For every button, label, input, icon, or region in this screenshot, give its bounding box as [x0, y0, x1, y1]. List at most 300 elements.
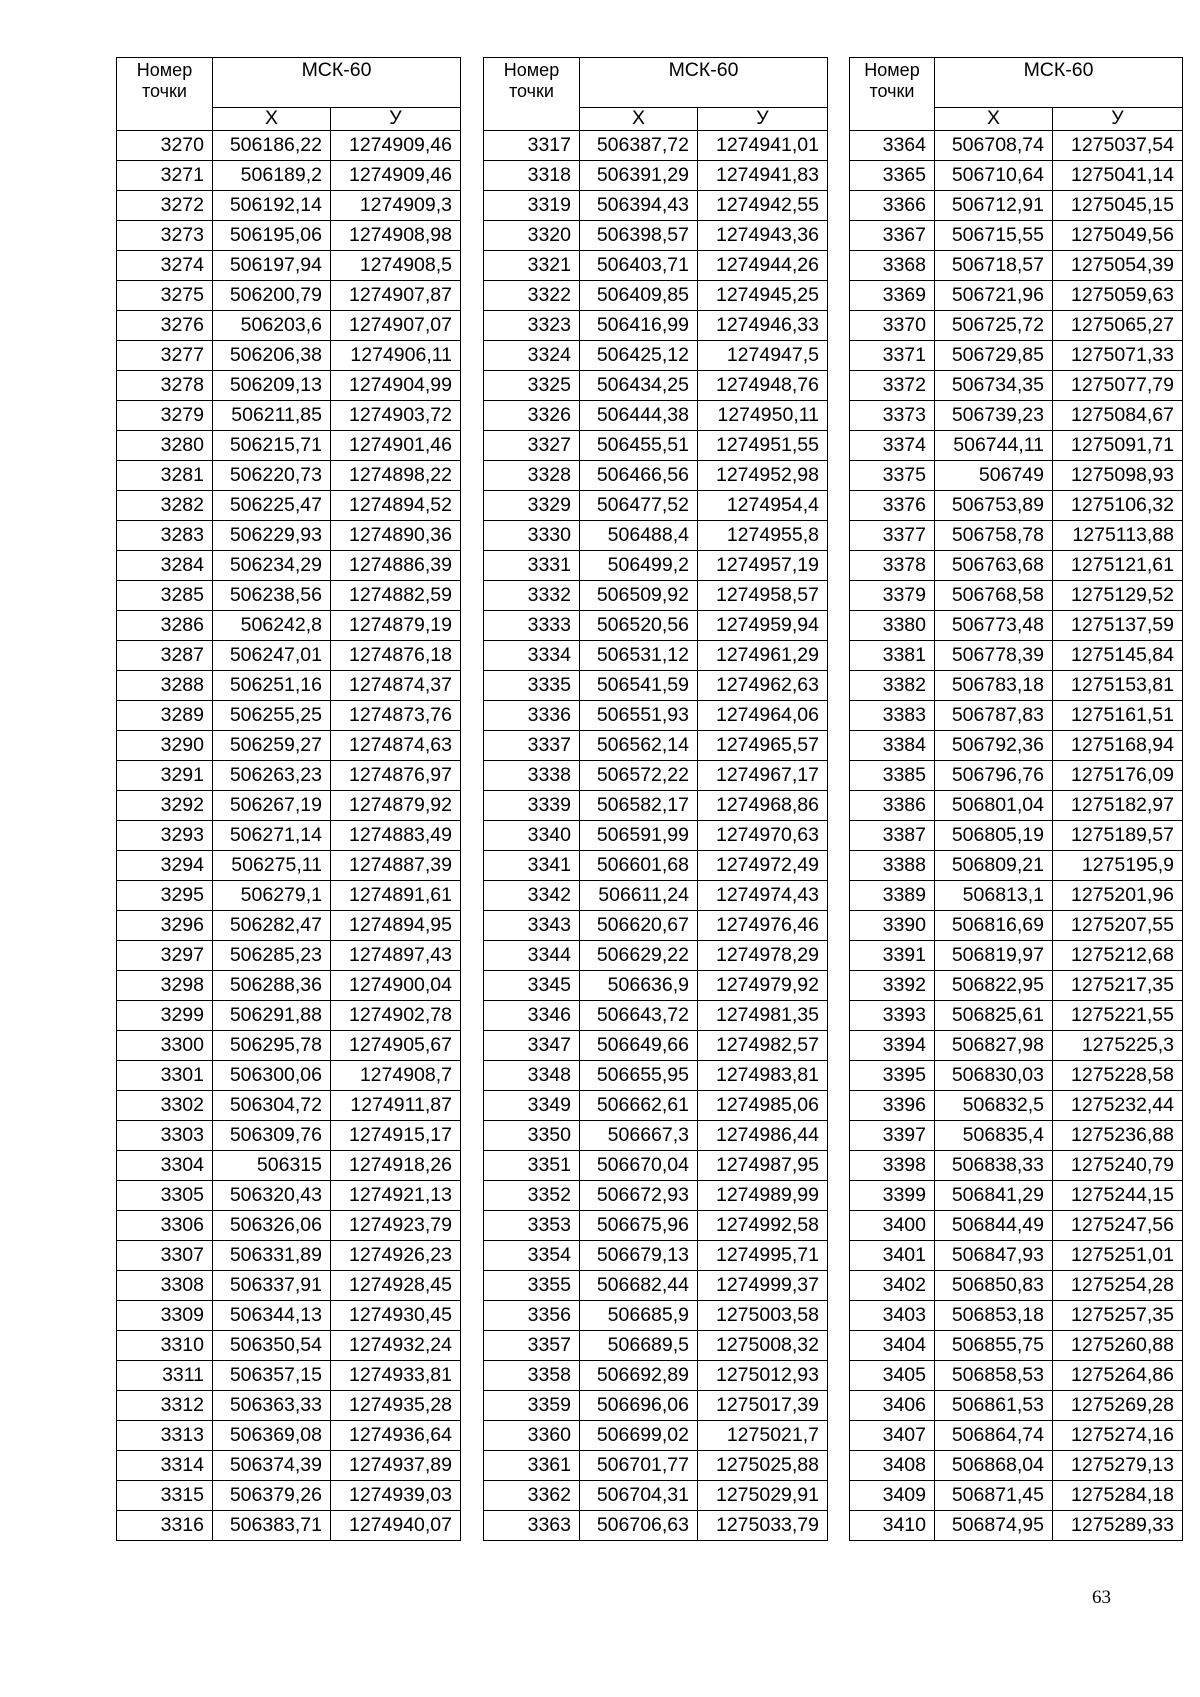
x-coordinate-cell: 506192,14 — [213, 191, 331, 221]
x-coordinate-cell: 506320,43 — [213, 1181, 331, 1211]
x-coordinate-cell: 506285,23 — [213, 941, 331, 971]
x-coordinate-cell: 506229,93 — [213, 521, 331, 551]
x-coordinate-cell: 506350,54 — [213, 1331, 331, 1361]
point-number-cell: 3326 — [484, 401, 580, 431]
table-row — [850, 1301, 1183, 1331]
x-coordinate-cell: 506225,47 — [213, 491, 331, 521]
x-column-header: X — [213, 108, 331, 131]
y-coordinate-cell: 1275071,33 — [1053, 341, 1183, 371]
y-coordinate-cell: 1274940,07 — [331, 1511, 461, 1541]
point-number-cell: 3302 — [117, 1091, 213, 1121]
point-number-cell: 3332 — [484, 581, 580, 611]
coordinate-system-header: МСК-60 — [935, 58, 1183, 108]
y-coordinate-cell: 1275264,86 — [1053, 1361, 1183, 1391]
table-row — [850, 851, 1183, 881]
point-number-cell: 3352 — [484, 1181, 580, 1211]
y-coordinate-cell: 1275033,79 — [698, 1511, 828, 1541]
table-row — [117, 671, 461, 701]
table-row — [850, 221, 1183, 251]
point-number-cell: 3408 — [850, 1451, 935, 1481]
table-row — [850, 1181, 1183, 1211]
x-coordinate-cell: 506315 — [213, 1151, 331, 1181]
y-coordinate-cell: 1274935,28 — [331, 1391, 461, 1421]
table-row — [484, 461, 828, 491]
y-coordinate-cell: 1275045,15 — [1053, 191, 1183, 221]
table-row — [117, 1121, 461, 1151]
point-number-cell: 3405 — [850, 1361, 935, 1391]
y-coordinate-cell: 1275008,32 — [698, 1331, 828, 1361]
x-coordinate-cell: 506861,53 — [935, 1391, 1053, 1421]
table-row — [484, 611, 828, 641]
y-coordinate-cell: 1275003,58 — [698, 1301, 828, 1331]
y-coordinate-cell: 1275251,01 — [1053, 1241, 1183, 1271]
y-coordinate-cell: 1275212,68 — [1053, 941, 1183, 971]
y-coordinate-cell: 1274928,45 — [331, 1271, 461, 1301]
point-number-cell: 3391 — [850, 941, 935, 971]
y-coordinate-cell: 1275269,28 — [1053, 1391, 1183, 1421]
x-coordinate-cell: 506792,36 — [935, 731, 1053, 761]
point-number-cell: 3293 — [117, 821, 213, 851]
x-coordinate-cell: 506675,96 — [580, 1211, 698, 1241]
table-row — [484, 941, 828, 971]
x-coordinate-cell: 506871,45 — [935, 1481, 1053, 1511]
point-number-cell: 3343 — [484, 911, 580, 941]
x-coordinate-cell: 506629,22 — [580, 941, 698, 971]
y-coordinate-cell: 1274950,11 — [698, 401, 828, 431]
y-coordinate-cell: 1274985,06 — [698, 1091, 828, 1121]
point-number-cell: 3306 — [117, 1211, 213, 1241]
table-row — [850, 311, 1183, 341]
point-number-cell: 3354 — [484, 1241, 580, 1271]
y-coordinate-cell: 1275113,88 — [1053, 521, 1183, 551]
point-number-cell: 3312 — [117, 1391, 213, 1421]
y-coordinate-cell: 1274944,26 — [698, 251, 828, 281]
table-row — [117, 911, 461, 941]
table-row — [117, 1391, 461, 1421]
coordinates-table-2 — [483, 57, 828, 1541]
point-number-cell: 3277 — [117, 341, 213, 371]
table-row — [117, 971, 461, 1001]
x-coordinate-cell: 506591,99 — [580, 821, 698, 851]
point-number-cell: 3341 — [484, 851, 580, 881]
y-coordinate-cell: 1274918,26 — [331, 1151, 461, 1181]
table-row — [117, 821, 461, 851]
table-row — [117, 371, 461, 401]
y-coordinate-cell: 1274894,52 — [331, 491, 461, 521]
x-coordinate-cell: 506758,78 — [935, 521, 1053, 551]
point-number-cell: 3401 — [850, 1241, 935, 1271]
x-coordinate-cell: 506692,89 — [580, 1361, 698, 1391]
y-coordinate-cell: 1274921,13 — [331, 1181, 461, 1211]
x-coordinate-cell: 506773,48 — [935, 611, 1053, 641]
y-coordinate-cell: 1274989,99 — [698, 1181, 828, 1211]
x-coordinate-cell: 506220,73 — [213, 461, 331, 491]
x-coordinate-cell: 506255,25 — [213, 701, 331, 731]
x-coordinate-cell: 506670,04 — [580, 1151, 698, 1181]
y-coordinate-cell: 1274936,64 — [331, 1421, 461, 1451]
y-coordinate-cell: 1274908,98 — [331, 221, 461, 251]
x-coordinate-cell: 506247,01 — [213, 641, 331, 671]
point-number-cell: 3270 — [117, 131, 213, 161]
y-coordinate-cell: 1275012,93 — [698, 1361, 828, 1391]
x-coordinate-cell: 506455,51 — [580, 431, 698, 461]
table-row — [117, 551, 461, 581]
x-coordinate-cell: 506819,97 — [935, 941, 1053, 971]
x-coordinate-cell: 506753,89 — [935, 491, 1053, 521]
point-number-cell: 3307 — [117, 1241, 213, 1271]
x-coordinate-cell: 506768,58 — [935, 581, 1053, 611]
point-number-cell: 3362 — [484, 1481, 580, 1511]
y-coordinate-cell: 1274974,43 — [698, 881, 828, 911]
table-row — [484, 551, 828, 581]
y-coordinate-cell: 1274933,81 — [331, 1361, 461, 1391]
y-coordinate-cell: 1274904,99 — [331, 371, 461, 401]
point-number-cell: 3319 — [484, 191, 580, 221]
x-coordinate-cell: 506679,13 — [580, 1241, 698, 1271]
y-coordinate-cell: 1274909,46 — [331, 131, 461, 161]
y-coordinate-cell: 1274908,7 — [331, 1061, 461, 1091]
point-number-cell: 3331 — [484, 551, 580, 581]
table-row — [117, 581, 461, 611]
point-number-cell: 3344 — [484, 941, 580, 971]
table-row — [117, 131, 461, 161]
table-row — [484, 821, 828, 851]
y-coordinate-cell: 1274976,46 — [698, 911, 828, 941]
y-coordinate-cell: 1274901,46 — [331, 431, 461, 461]
point-number-cell: 3279 — [117, 401, 213, 431]
y-coordinate-cell: 1274876,97 — [331, 761, 461, 791]
table-row — [850, 761, 1183, 791]
table-row — [484, 1421, 828, 1451]
point-number-cell: 3303 — [117, 1121, 213, 1151]
x-column-header: X — [935, 108, 1053, 131]
x-coordinate-cell: 506787,83 — [935, 701, 1053, 731]
table-row — [117, 161, 461, 191]
table-row — [484, 371, 828, 401]
table-row — [117, 1151, 461, 1181]
point-number-cell: 3402 — [850, 1271, 935, 1301]
point-number-cell: 3296 — [117, 911, 213, 941]
x-coordinate-cell: 506729,85 — [935, 341, 1053, 371]
table-row — [850, 611, 1183, 641]
point-number-cell: 3393 — [850, 1001, 935, 1031]
point-number-cell: 3348 — [484, 1061, 580, 1091]
y-coordinate-cell: 1275284,18 — [1053, 1481, 1183, 1511]
table-row — [117, 281, 461, 311]
x-coordinate-cell: 506667,3 — [580, 1121, 698, 1151]
y-coordinate-cell: 1274891,61 — [331, 881, 461, 911]
x-coordinate-cell: 506509,92 — [580, 581, 698, 611]
table-row — [117, 191, 461, 221]
point-number-cell: 3379 — [850, 581, 935, 611]
x-coordinate-cell: 506295,78 — [213, 1031, 331, 1061]
y-coordinate-cell: 1274946,33 — [698, 311, 828, 341]
table-row — [484, 1001, 828, 1031]
x-coordinate-cell: 506715,55 — [935, 221, 1053, 251]
x-coordinate-cell: 506838,33 — [935, 1151, 1053, 1181]
y-coordinate-cell: 1275289,33 — [1053, 1511, 1183, 1541]
x-coordinate-cell: 506391,29 — [580, 161, 698, 191]
point-number-cell: 3400 — [850, 1211, 935, 1241]
y-coordinate-cell: 1275244,15 — [1053, 1181, 1183, 1211]
table-row — [117, 611, 461, 641]
table-row — [484, 491, 828, 521]
x-coordinate-cell: 506425,12 — [580, 341, 698, 371]
table-row — [484, 971, 828, 1001]
page-number: 63 — [1092, 1587, 1111, 1608]
x-coordinate-cell: 506197,94 — [213, 251, 331, 281]
table-row — [850, 941, 1183, 971]
x-coordinate-cell: 506778,39 — [935, 641, 1053, 671]
point-number-cell: 3407 — [850, 1421, 935, 1451]
y-coordinate-cell: 1275232,44 — [1053, 1091, 1183, 1121]
table-row — [117, 521, 461, 551]
y-coordinate-cell: 1274887,39 — [331, 851, 461, 881]
y-coordinate-cell: 1275176,09 — [1053, 761, 1183, 791]
point-number-header: Номер точки — [484, 58, 580, 131]
x-coordinate-cell: 506662,61 — [580, 1091, 698, 1121]
table-row — [484, 281, 828, 311]
coordinates-table-3 — [849, 57, 1183, 1541]
table-row — [484, 1121, 828, 1151]
table-row — [484, 761, 828, 791]
y-column-header: У — [1053, 108, 1183, 131]
table-row — [484, 851, 828, 881]
y-coordinate-cell: 1275260,88 — [1053, 1331, 1183, 1361]
point-number-cell: 3395 — [850, 1061, 935, 1091]
table-row — [850, 1031, 1183, 1061]
y-coordinate-cell: 1274926,23 — [331, 1241, 461, 1271]
x-coordinate-cell: 506275,11 — [213, 851, 331, 881]
table-row — [484, 1241, 828, 1271]
table-row — [484, 311, 828, 341]
point-number-cell: 3360 — [484, 1421, 580, 1451]
table-row — [117, 1031, 461, 1061]
x-coordinate-cell: 506712,91 — [935, 191, 1053, 221]
y-coordinate-cell: 1275168,94 — [1053, 731, 1183, 761]
point-number-cell: 3317 — [484, 131, 580, 161]
x-coordinate-cell: 506242,8 — [213, 611, 331, 641]
point-number-cell: 3281 — [117, 461, 213, 491]
y-coordinate-cell: 1274982,57 — [698, 1031, 828, 1061]
point-number-cell: 3388 — [850, 851, 935, 881]
point-number-cell: 3310 — [117, 1331, 213, 1361]
y-coordinate-cell: 1274999,37 — [698, 1271, 828, 1301]
x-coordinate-cell: 506749 — [935, 461, 1053, 491]
y-coordinate-cell: 1275145,84 — [1053, 641, 1183, 671]
point-number-cell: 3342 — [484, 881, 580, 911]
table-row — [850, 581, 1183, 611]
x-coordinate-cell: 506725,72 — [935, 311, 1053, 341]
table-row — [484, 431, 828, 461]
y-coordinate-cell: 1274898,22 — [331, 461, 461, 491]
point-number-cell: 3384 — [850, 731, 935, 761]
table-row — [117, 1211, 461, 1241]
y-coordinate-cell: 1274894,95 — [331, 911, 461, 941]
y-coordinate-cell: 1275201,96 — [1053, 881, 1183, 911]
point-number-cell: 3292 — [117, 791, 213, 821]
point-number-cell: 3394 — [850, 1031, 935, 1061]
point-number-cell: 3364 — [850, 131, 935, 161]
y-coordinate-cell: 1275236,88 — [1053, 1121, 1183, 1151]
x-coordinate-cell: 506739,23 — [935, 401, 1053, 431]
y-coordinate-cell: 1275217,35 — [1053, 971, 1183, 1001]
point-number-cell: 3356 — [484, 1301, 580, 1331]
y-coordinate-cell: 1274961,29 — [698, 641, 828, 671]
y-coordinate-cell: 1274908,5 — [331, 251, 461, 281]
y-coordinate-cell: 1274930,45 — [331, 1301, 461, 1331]
table-row — [117, 1001, 461, 1031]
point-number-cell: 3325 — [484, 371, 580, 401]
point-number-cell: 3289 — [117, 701, 213, 731]
point-number-cell: 3301 — [117, 1061, 213, 1091]
x-coordinate-cell: 506259,27 — [213, 731, 331, 761]
point-number-cell: 3410 — [850, 1511, 935, 1541]
x-coordinate-cell: 506488,4 — [580, 521, 698, 551]
y-coordinate-cell: 1275017,39 — [698, 1391, 828, 1421]
x-coordinate-cell: 506830,03 — [935, 1061, 1053, 1091]
x-coordinate-cell: 506763,68 — [935, 551, 1053, 581]
point-number-cell: 3304 — [117, 1151, 213, 1181]
point-number-cell: 3366 — [850, 191, 935, 221]
x-column-header: X — [580, 108, 698, 131]
table-row — [117, 1331, 461, 1361]
point-number-cell: 3349 — [484, 1091, 580, 1121]
point-number-cell: 3311 — [117, 1361, 213, 1391]
point-number-cell: 3334 — [484, 641, 580, 671]
x-coordinate-cell: 506708,74 — [935, 131, 1053, 161]
y-coordinate-cell: 1274874,37 — [331, 671, 461, 701]
point-number-cell: 3361 — [484, 1451, 580, 1481]
point-number-cell: 3286 — [117, 611, 213, 641]
y-coordinate-cell: 1274907,07 — [331, 311, 461, 341]
table-row — [117, 1451, 461, 1481]
x-coordinate-cell: 506801,04 — [935, 791, 1053, 821]
point-number-cell: 3284 — [117, 551, 213, 581]
table-row — [850, 1061, 1183, 1091]
point-number-cell: 3314 — [117, 1451, 213, 1481]
point-number-cell: 3409 — [850, 1481, 935, 1511]
point-number-cell: 3380 — [850, 611, 935, 641]
y-coordinate-cell: 1274992,58 — [698, 1211, 828, 1241]
table-row — [484, 1481, 828, 1511]
y-coordinate-cell: 1274943,36 — [698, 221, 828, 251]
point-number-cell: 3355 — [484, 1271, 580, 1301]
x-coordinate-cell: 506809,21 — [935, 851, 1053, 881]
y-coordinate-cell: 1274909,46 — [331, 161, 461, 191]
table-row — [484, 1211, 828, 1241]
y-coordinate-cell: 1274942,55 — [698, 191, 828, 221]
table-row — [850, 1451, 1183, 1481]
table-row — [117, 1181, 461, 1211]
y-coordinate-cell: 1274947,5 — [698, 341, 828, 371]
y-coordinate-cell: 1274873,76 — [331, 701, 461, 731]
table-row — [117, 1511, 461, 1541]
x-coordinate-cell: 506344,13 — [213, 1301, 331, 1331]
table-row — [850, 971, 1183, 1001]
table-row — [850, 911, 1183, 941]
x-coordinate-cell: 506267,19 — [213, 791, 331, 821]
y-coordinate-cell: 1274907,87 — [331, 281, 461, 311]
y-coordinate-cell: 1274957,19 — [698, 551, 828, 581]
table-row — [484, 341, 828, 371]
x-coordinate-cell: 506300,06 — [213, 1061, 331, 1091]
table-row — [850, 701, 1183, 731]
table-row — [484, 1031, 828, 1061]
point-number-cell: 3336 — [484, 701, 580, 731]
x-coordinate-cell: 506304,72 — [213, 1091, 331, 1121]
y-coordinate-cell: 1274883,49 — [331, 821, 461, 851]
table-row — [850, 281, 1183, 311]
table-row — [117, 1421, 461, 1451]
x-coordinate-cell: 506682,44 — [580, 1271, 698, 1301]
y-coordinate-cell: 1274897,43 — [331, 941, 461, 971]
table-row — [484, 791, 828, 821]
table-row — [850, 1331, 1183, 1361]
point-number-cell: 3351 — [484, 1151, 580, 1181]
x-coordinate-cell: 506721,96 — [935, 281, 1053, 311]
x-coordinate-cell: 506434,25 — [580, 371, 698, 401]
y-coordinate-cell: 1275153,81 — [1053, 671, 1183, 701]
point-number-cell: 3367 — [850, 221, 935, 251]
x-coordinate-cell: 506203,6 — [213, 311, 331, 341]
y-coordinate-cell: 1274970,63 — [698, 821, 828, 851]
point-number-cell: 3285 — [117, 581, 213, 611]
y-coordinate-cell: 1274915,17 — [331, 1121, 461, 1151]
table-row — [850, 251, 1183, 281]
point-number-cell: 3298 — [117, 971, 213, 1001]
x-coordinate-cell: 506832,5 — [935, 1091, 1053, 1121]
y-coordinate-cell: 1274909,3 — [331, 191, 461, 221]
y-coordinate-cell: 1274978,29 — [698, 941, 828, 971]
table-row — [117, 311, 461, 341]
y-coordinate-cell: 1274890,36 — [331, 521, 461, 551]
x-coordinate-cell: 506374,39 — [213, 1451, 331, 1481]
table-row — [850, 341, 1183, 371]
point-number-cell: 3295 — [117, 881, 213, 911]
y-coordinate-cell: 1274906,11 — [331, 341, 461, 371]
table-row — [850, 191, 1183, 221]
y-coordinate-cell: 1275221,55 — [1053, 1001, 1183, 1031]
x-coordinate-cell: 506263,23 — [213, 761, 331, 791]
table-row — [484, 401, 828, 431]
x-coordinate-cell: 506636,9 — [580, 971, 698, 1001]
x-coordinate-cell: 506394,43 — [580, 191, 698, 221]
point-number-cell: 3397 — [850, 1121, 935, 1151]
x-coordinate-cell: 506337,91 — [213, 1271, 331, 1301]
table-row — [484, 1511, 828, 1541]
point-number-cell: 3372 — [850, 371, 935, 401]
x-coordinate-cell: 506601,68 — [580, 851, 698, 881]
point-number-cell: 3404 — [850, 1331, 935, 1361]
y-coordinate-cell: 1274951,55 — [698, 431, 828, 461]
x-coordinate-cell: 506701,77 — [580, 1451, 698, 1481]
table-row — [850, 461, 1183, 491]
y-coordinate-cell: 1274952,98 — [698, 461, 828, 491]
y-coordinate-cell: 1275129,52 — [1053, 581, 1183, 611]
point-number-cell: 3290 — [117, 731, 213, 761]
x-coordinate-cell: 506409,85 — [580, 281, 698, 311]
y-coordinate-cell: 1274879,92 — [331, 791, 461, 821]
point-number-cell: 3392 — [850, 971, 935, 1001]
y-coordinate-cell: 1275025,88 — [698, 1451, 828, 1481]
table-row — [484, 161, 828, 191]
x-coordinate-cell: 506499,2 — [580, 551, 698, 581]
x-coordinate-cell: 506291,88 — [213, 1001, 331, 1031]
table-row — [484, 881, 828, 911]
point-number-cell: 3376 — [850, 491, 935, 521]
x-coordinate-cell: 506379,26 — [213, 1481, 331, 1511]
